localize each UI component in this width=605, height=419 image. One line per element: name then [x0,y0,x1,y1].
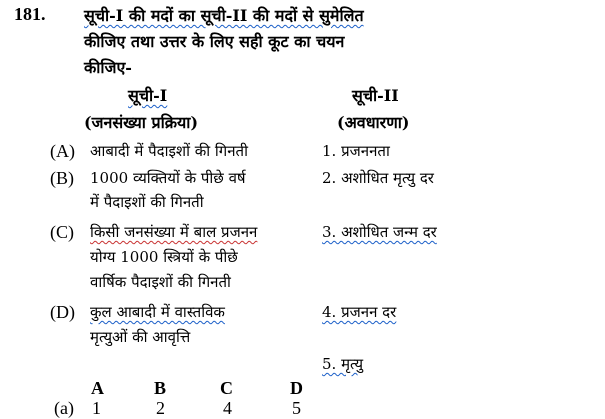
list2-title: सूची-II [352,86,399,105]
list1-item-label-d: (D) [50,302,75,322]
code-row-a-value-1: 1 [92,398,101,418]
list1-item-label-c: (C) [50,222,74,242]
question-text-line-1: सूची-I की मदों का सूची-II की मदों से सुमेलित [84,6,364,25]
code-header-c: C [220,378,233,398]
question-text-line-3: कीजिए- [84,58,132,77]
list1-item-b-line-2: में पैदाइशों की गिनती [90,193,204,211]
list1-title: सूची-I [128,86,168,105]
list1-item-label-b: (B) [50,168,74,188]
question-text-line-2: कीजिए तथा उत्तर के लिए सही कूट का चयन [84,32,345,51]
list1-subtitle: (जनसंख्या प्रक्रिया) [84,113,199,132]
list1-item-b-line-1: 1000 व्यक्तियों के पीछे वर्ष [90,169,246,187]
list1-item-c-line-1: किसी जनसंख्या में बाल प्रजनन [90,223,258,241]
code-row-a-label: (a) [54,398,74,418]
list2-item-5: 5. मृत्यु [322,355,364,373]
code-header-d: D [290,378,303,398]
list1-item-label-a: (A) [50,141,75,161]
code-row-a-value-2: 2 [156,398,165,418]
list2-item-1: 1. प्रजननता [322,142,390,160]
list2-subtitle: (अवधारणा) [337,113,410,132]
list2-item-3: 3. अशोधित जन्म दर [322,223,437,241]
list1-item-c-line-2: योग्य 1000 स्त्रियों के पीछे [90,248,238,266]
code-header-a: A [91,378,104,398]
question-number: 181. [14,4,46,24]
list2-item-4: 4. प्रजनन दर [322,303,397,321]
list1-item-d-line-1: कुल आबादी में वास्तविक [90,303,225,321]
code-header-b: B [154,378,167,398]
list1-item-d-line-2: मृत्युओं की आवृत्ति [90,328,191,346]
code-row-a-value-4: 5 [292,398,301,418]
list2-item-2: 2. अशोधित मृत्यु दर [322,169,434,187]
list1-item-c-line-3: वार्षिक पैदाइशों की गिनती [90,273,231,291]
list1-item-a-line-1: आबादी में पैदाइशों की गिनती [90,142,248,160]
code-row-a-value-3: 4 [223,398,232,418]
